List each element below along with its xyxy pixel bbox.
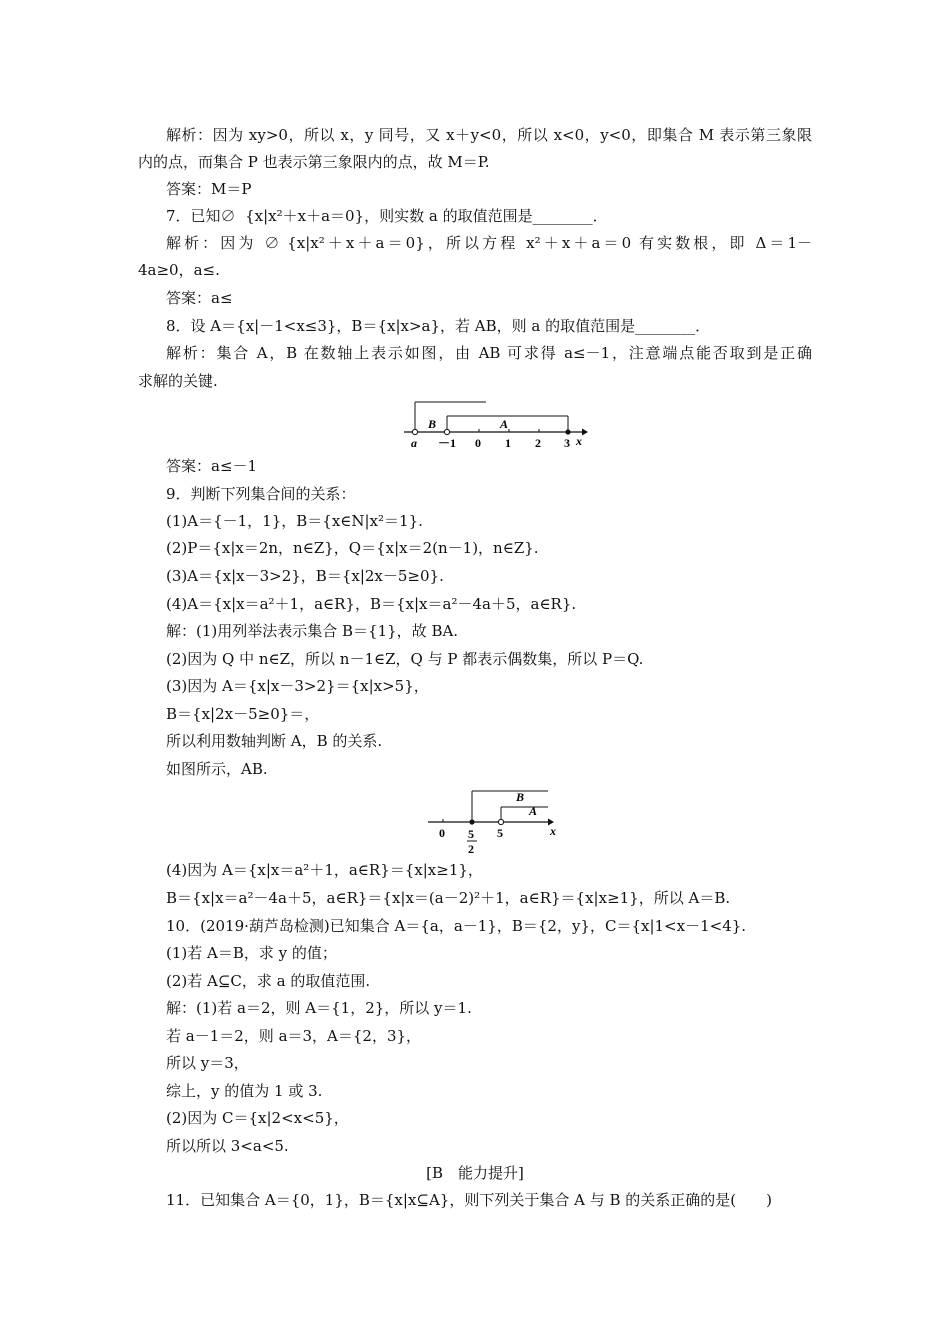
label-5half-num: 5: [468, 827, 474, 841]
q10-solution3: 所以 y＝3，: [166, 1054, 249, 1072]
label-A: A: [529, 804, 538, 818]
label-a: a: [411, 436, 417, 450]
point-5-open: [498, 819, 503, 824]
label-0: 0: [439, 826, 445, 840]
point-a-open: [412, 429, 417, 434]
point-3-closed: [565, 429, 570, 434]
q6-analysis-line2: 内的点，而集合 P 也表示第三象限内的点，故 M＝P.: [138, 153, 490, 171]
label-x: x: [576, 434, 582, 448]
q10-solution2: 若 a－1＝2，则 a＝3，A＝{2，3}，: [166, 1027, 422, 1045]
q10-part1: (1)若 A＝B，求 y 的值；: [166, 944, 337, 962]
q8-analysis-line1: 解析：集合 A，B 在数轴上表示如图，由 AB 可求得 a≤－1，注意端点能否取到是正确: [166, 344, 812, 362]
q9-part3: (3)A＝{x|x－3>2}，B＝{x|2x－5≥0}.: [166, 567, 444, 585]
q9-solution3c: 所以利用数轴判断 A，B 的关系.: [166, 732, 383, 750]
q7-question: 7．已知∅ {x|x²＋x＋a＝0}，则实数 a 的取值范围是________．: [166, 207, 608, 225]
q10-part2: (2)若 A⊆C，求 a 的取值范围.: [166, 972, 371, 990]
q7-analysis-line1: 解析：因为 ∅ {x|x²＋x＋a＝0}，所以方程 x²＋x＋a＝0 有实数根，即 Δ＝1－: [166, 234, 812, 252]
label-3: 3: [564, 436, 570, 450]
q9-solution1: 解：(1)用列举法表示集合 B＝{1}，故 BA.: [166, 622, 459, 640]
q9-solution4b: B＝{x|x＝a²－4a＋5，a∈R}＝{x|x＝(a－2)²＋1，a∈R}＝{x|x≥1}，所以 A＝B.: [166, 889, 731, 907]
q7-analysis-line2: 4a≥0，a≤.: [138, 261, 220, 279]
q6-answer: 答案：M＝P: [166, 180, 252, 198]
q9-solution3b: B＝{x|2x－5≥0}＝，: [166, 705, 320, 723]
q8-question: 8．设 A＝{x|－1<x≤3}，B＝{x|x>a}，若 AB，则 a 的取值范围是________．: [166, 317, 711, 335]
label-5half-den: 2: [468, 842, 474, 856]
label-neg1: －1: [438, 436, 457, 450]
q10-solution4: 综上，y 的值为 1 或 3.: [166, 1082, 323, 1100]
label-B: B: [516, 790, 525, 804]
q10-question: 10．(2019·葫芦岛检测)已知集合 A＝{a，a－1}，B＝{2，y}，C＝{x|1<x－1<4}.: [166, 917, 747, 935]
label-2: 2: [535, 436, 541, 450]
q9-solution4a: (4)因为 A＝{x|x＝a²＋1，a∈R}＝{x|x≥1}，: [166, 861, 483, 879]
label-5: 5: [497, 826, 503, 840]
q9-solution2: (2)因为 Q 中 n∈Z，所以 n－1∈Z，Q 与 P 都表示偶数集，所以 P＝Q.: [166, 650, 644, 668]
section-heading-b: [B 能力提升]: [426, 1164, 524, 1182]
q10-solution6: 所以所以 3<a<5.: [166, 1137, 289, 1155]
q7-answer: 答案：a≤: [166, 289, 233, 307]
q8-answer: 答案：a≤－1: [166, 457, 258, 475]
axis-arrow: [582, 429, 588, 436]
q10-solution1: 解：(1)若 a＝2，则 A＝{1，2}，所以 y＝1.: [166, 999, 472, 1017]
q8-analysis-line2: 求解的关键.: [138, 372, 218, 390]
label-0: 0: [475, 436, 481, 450]
q8-number-line-figure: [400, 398, 590, 452]
point-neg1-open: [444, 429, 449, 434]
point-5half-closed: [469, 819, 474, 824]
q9-solution3d: 如图所示，AB.: [166, 760, 268, 778]
q9-number-line-figure: [424, 787, 564, 857]
q9-title: 9．判断下列集合间的关系：: [166, 485, 356, 503]
q9-part2: (2)P＝{x|x＝2n，n∈Z}，Q＝{x|x＝2(n－1)，n∈Z}.: [166, 539, 539, 557]
label-x: x: [550, 824, 556, 838]
label-B: B: [428, 417, 437, 431]
q9-part1: (1)A＝{－1，1}，B＝{x∈N|x²＝1}.: [166, 512, 423, 530]
q9-solution3a: (3)因为 A＝{x|x－3>2}＝{x|x>5}，: [166, 677, 429, 695]
label-A: A: [500, 417, 509, 431]
label-1: 1: [505, 436, 511, 450]
q6-analysis-line1: 解析：因为 xy>0，所以 x，y 同号，又 x＋y<0，所以 x<0，y<0，即集合 M 表示第三象限: [166, 126, 812, 144]
q11-question: 11．已知集合 A＝{0，1}，B＝{x|x⊆A}，则下列关于集合 A 与 B 的关系正确的是( ): [166, 1191, 772, 1209]
q10-solution5: (2)因为 C＝{x|2<x<5}，: [166, 1109, 349, 1127]
q9-part4: (4)A＝{x|x＝a²＋1，a∈R}，B＝{x|x＝a²－4a＋5，a∈R}.: [166, 595, 577, 613]
